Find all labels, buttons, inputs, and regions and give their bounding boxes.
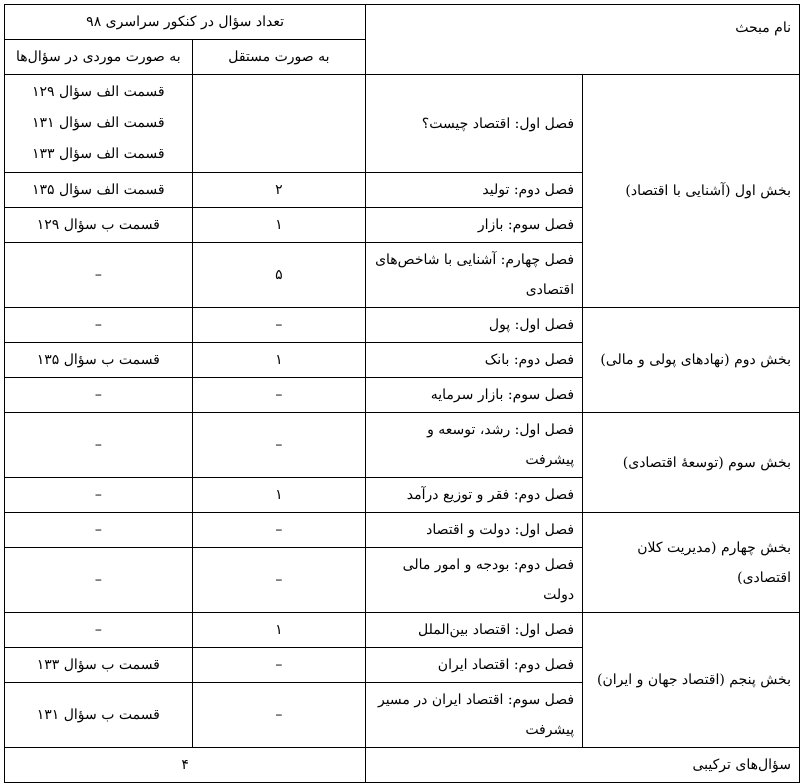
- within-question-ref: قسمت ب سؤال ۱۳۵: [5, 343, 193, 378]
- independent-count: ۵: [192, 243, 366, 308]
- within-question-ref: قسمت الف سؤال ۱۳۵: [5, 173, 193, 208]
- independent-count: –: [192, 683, 366, 748]
- independent-count: ۲: [192, 173, 366, 208]
- section-title: بخش پنجم (اقتصاد جهان و ایران): [583, 613, 800, 748]
- within-question-ref: قسمت الف سؤال ۱۳۱: [32, 115, 165, 131]
- chapter-name: فصل سوم: بازار سرمایه: [366, 378, 583, 413]
- combined-questions-label: سؤال‌های ترکیبی: [366, 748, 800, 783]
- within-question-cell: [5, 75, 193, 173]
- header-row-1: [5, 5, 800, 40]
- table-row: [5, 413, 800, 478]
- table-row: [5, 308, 800, 343]
- combined-questions-row: [5, 748, 800, 783]
- within-question-ref: –: [5, 413, 193, 478]
- chapter-name: فصل اول: اقتصاد بین‌الملل: [366, 613, 583, 648]
- chapter-name: فصل دوم: بودجه و امور مالی دولت: [366, 548, 583, 613]
- within-question-ref: قسمت ب سؤال ۱۲۹: [5, 208, 193, 243]
- within-question-ref: –: [5, 243, 193, 308]
- independent-count: –: [192, 648, 366, 683]
- independent-header: به صورت مستقل: [192, 40, 366, 75]
- section-title: بخش سوم (توسعهٔ اقتصادی): [583, 413, 800, 513]
- table-row: [5, 613, 800, 648]
- independent-count: [192, 75, 366, 173]
- table-row: [5, 75, 800, 173]
- chapter-name: فصل اول: رشد، توسعه و پیشرفت: [366, 413, 583, 478]
- within-question-ref: قسمت ب سؤال ۱۳۱: [5, 683, 193, 748]
- chapter-name: فصل سوم: اقتصاد ایران در مسیر پیشرفت: [366, 683, 583, 748]
- combined-questions-count: ۴: [5, 748, 366, 783]
- chapter-name: فصل چهارم: آشنایی با شاخص‌های اقتصادی: [366, 243, 583, 308]
- chapter-name: فصل اول: اقتصاد چیست؟: [366, 75, 583, 173]
- chapter-name: فصل دوم: تولید: [366, 173, 583, 208]
- section-title: بخش اول (آشنایی با اقتصاد): [583, 75, 800, 308]
- chapter-name: فصل دوم: بانک: [366, 343, 583, 378]
- subject-name-header: نام مبحث: [366, 5, 800, 75]
- independent-count: ۱: [192, 343, 366, 378]
- chapter-name: فصل سوم: بازار: [366, 208, 583, 243]
- independent-count: –: [192, 308, 366, 343]
- within-question-ref: قسمت الف سؤال ۱۳۳: [32, 146, 165, 162]
- chapter-name: فصل اول: پول: [366, 308, 583, 343]
- independent-count: ۱: [192, 478, 366, 513]
- exam-count-header: تعداد سؤال در کنکور سراسری ۹۸: [5, 5, 366, 40]
- within-question-ref: –: [5, 478, 193, 513]
- exam-question-table: [4, 4, 800, 783]
- independent-count: –: [192, 513, 366, 548]
- independent-count: ۱: [192, 613, 366, 648]
- within-question-ref: قسمت الف سؤال ۱۲۹: [32, 84, 165, 100]
- within-question-header: به صورت موردی در سؤال‌ها: [5, 40, 193, 75]
- within-question-ref: قسمت ب سؤال ۱۳۳: [5, 648, 193, 683]
- chapter-name: فصل دوم: اقتصاد ایران: [366, 648, 583, 683]
- table-row: [5, 513, 800, 548]
- section-title: بخش دوم (نهادهای پولی و مالی): [583, 308, 800, 413]
- within-question-ref: –: [5, 613, 193, 648]
- independent-count: –: [192, 548, 366, 613]
- section-title: بخش چهارم (مدیریت کلان اقتصادی): [583, 513, 800, 613]
- chapter-name: فصل اول: دولت و اقتصاد: [366, 513, 583, 548]
- independent-count: –: [192, 413, 366, 478]
- within-question-ref: –: [5, 548, 193, 613]
- within-question-ref: –: [5, 308, 193, 343]
- independent-count: –: [192, 378, 366, 413]
- within-question-ref: –: [5, 513, 193, 548]
- independent-count: ۱: [192, 208, 366, 243]
- chapter-name: فصل دوم: فقر و توزیع درآمد: [366, 478, 583, 513]
- within-question-ref: –: [5, 378, 193, 413]
